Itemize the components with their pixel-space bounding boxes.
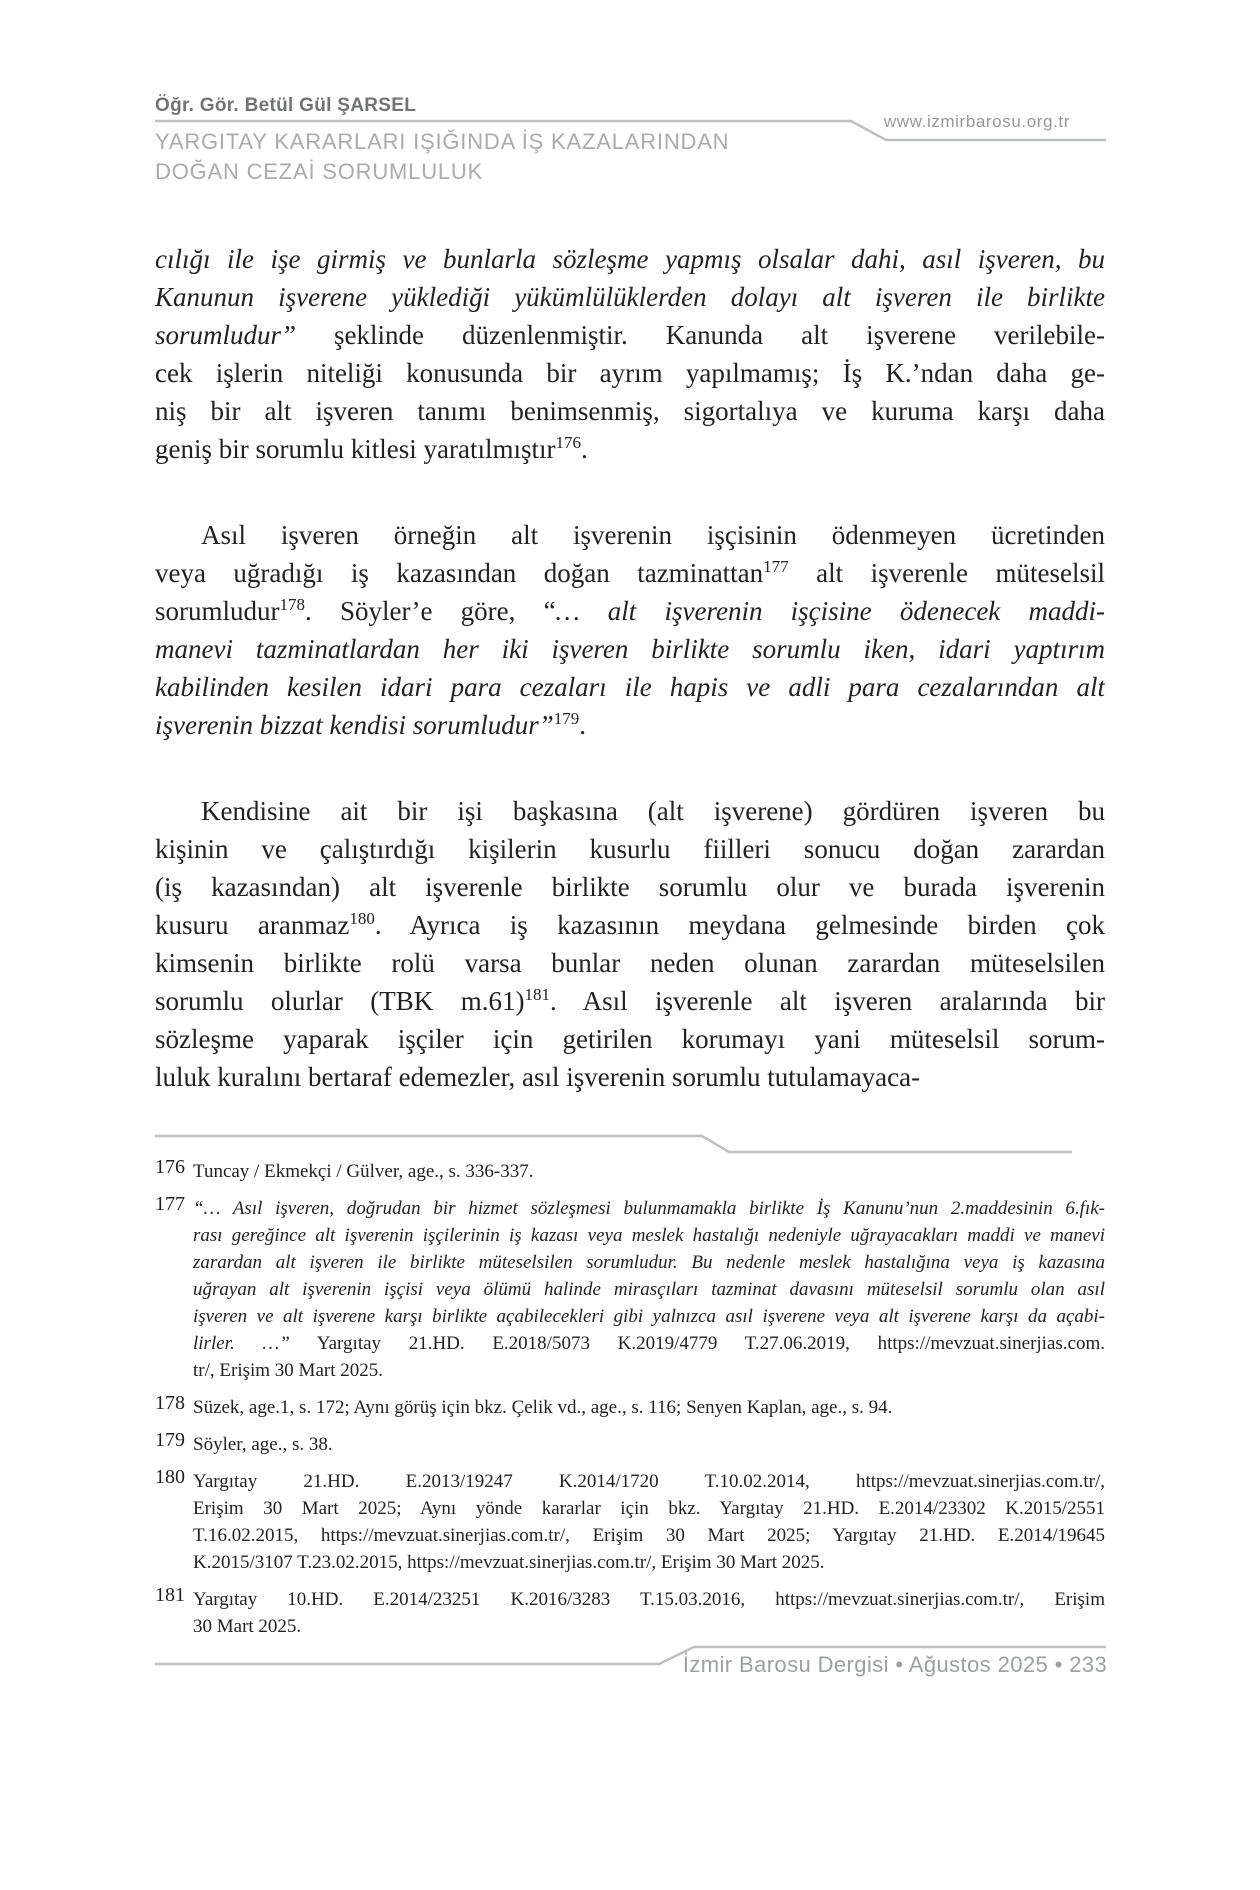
text-line: cılığı ile işe girmiş ve bunlarla sözleşme yapmış olsalar dahi, asıl işveren, bu [155, 244, 1105, 274]
website-url: www.izmirbarosu.org.tr [883, 112, 1070, 131]
text-line: uğrayan alt işverenin işçisi veya ölümü halinde mirasçıları tazminat davasını müteselsil sorumlu olan asıl [193, 1279, 1105, 1300]
footnote [155, 1586, 1105, 1640]
text-line: sorumlu olurlar (TBK m.61)$^{181}$. Asıl işverenle alt işveren aralarında bir [155, 985, 1105, 1016]
footnote-reference: 180 [349, 909, 375, 928]
text-line: cek işlerin niteliği konusunda bir ayrım yapılmamış; İş K.’ndan daha ge- [155, 358, 1105, 388]
footnote-text [193, 1468, 1105, 1576]
text-line: luluk kuralını bertaraf edemezler, asıl işverenin sorumlu tutulamayaca- [155, 1062, 921, 1092]
text-line: işveren ve alt işverene karşı birlikte açabilecekleri gibi yalnızca asıl işverene veya alt işverene karşı da açabi- [193, 1306, 1105, 1327]
text-line: Süzek, age.1, s. 172; Aynı görüş için bkz. Çelik vd., age., s. 116; Senyen Kaplan, age., s. 94. [193, 1397, 893, 1418]
footer-journal-info: İzmir Barosu Dergisi • Ağustos 2025 • 233 [682, 1652, 1108, 1677]
paragraph [155, 792, 1105, 1096]
text-line: sözleşme yaparak işçiler için getirilen korumayı yani müteselsil sorum- [155, 1024, 1105, 1054]
footnote-reference: 177 [763, 557, 789, 576]
text-line: 30 Mart 2025. [193, 1616, 302, 1637]
text-line: Asıl işveren örneğin alt işverenin işçisinin ödenmeyen ücretinden [201, 520, 1105, 550]
text-line: kabilinden kesilen idari para cezaları ile hapis ve adli para cezalarından alt [155, 672, 1105, 702]
text-line: niş bir alt işveren tanımı benimsenmiş, sigortalıya ve kuruma karşı daha [155, 396, 1105, 426]
footnote-number: 178 [155, 1392, 185, 1414]
footnote-text [193, 1158, 1105, 1185]
text-line: Tuncay / Ekmekçi / Gülver, age., s. 336-337. [193, 1161, 534, 1182]
text-line: sorumludur” şeklinde düzenlenmiştir. Kanunda alt işverene verilebile- [155, 320, 1105, 350]
text-line: kimsenin birlikte rolü varsa bunlar neden olunan zarardan müteselsilen [155, 948, 1105, 978]
footnote-number: 179 [155, 1429, 185, 1451]
footnote-reference: 178 [279, 595, 305, 614]
footnote [155, 1195, 1105, 1384]
text-line: Kendisine ait bir işi başkasına (alt işverene) gördüren işveren bu [201, 796, 1105, 826]
text-line: veya uğradığı iş kazasından doğan tazminattan$^{177}$ alt işverenle müteselsil [155, 557, 1105, 588]
text-line: zarardan alt işveren ile birlikte müteselsilen sorumludur. Bu nedenle meslek hastalığına veya iş kazasına [193, 1252, 1105, 1273]
footnote [155, 1394, 1105, 1421]
text-line: Erişim 30 Mart 2025; Aynı yönde kararlar için bkz. Yargıtay 21.HD. E.2014/23302 K.2015/2551 [193, 1498, 1105, 1519]
text-line: tr/, Erişim 30 Mart 2025. [193, 1360, 383, 1381]
paragraph [155, 516, 1105, 744]
footnote-number: 181 [155, 1584, 185, 1606]
text-line: Söyler, age., s. 38. [193, 1434, 333, 1455]
text-line: sorumludur$^{178}$. Söyler’e göre, “… alt işverenin işçisine ödenecek maddi- [155, 595, 1105, 626]
text-line: işverenin bizzat kendisi sorumludur”$^{179}$. [155, 709, 587, 740]
text-line: kusuru aranmaz$^{180}$. Ayrıca iş kazasının meydana gelmesinde birden çok [155, 909, 1105, 940]
footnote-reference: 181 [524, 985, 550, 1004]
text-line: manevi tazminatlardan her iki işveren birlikte sorumlu iken, idari yaptırım [155, 634, 1105, 664]
footnote-reference: 176 [555, 433, 581, 452]
body-text [155, 240, 1105, 1096]
text-line: rası gereğince alt işverenin işçilerinin iş kazası veya meslek hastalığı nedeniyle uğrayacakları maddi ve manevi [193, 1225, 1105, 1246]
footnote-reference: 179 [553, 709, 580, 728]
footnote-number: 177 [155, 1193, 185, 1215]
footnote-text [193, 1586, 1105, 1640]
article-title-line2: DOĞAN CEZAİ SORUMLULUK [155, 159, 484, 184]
text-line: “… Asıl işveren, doğrudan bir hizmet sözleşmesi bulunmamakla birlikte İş Kanunu’nun 2.maddesinin 6.fık- [193, 1198, 1105, 1219]
text-line: kişinin ve çalıştırdığı kişilerin kusurlu fiilleri sonucu doğan zarardan [155, 834, 1105, 864]
article-title-line1: YARGITAY KARARLARI IŞIĞINDA İŞ KAZALARINDAN [155, 129, 730, 154]
text-line: Kanunun işverene yüklediği yükümlülüklerden dolayı alt işveren ile birlikte [155, 282, 1105, 312]
footnote [155, 1431, 1105, 1458]
footnote-text [193, 1195, 1105, 1384]
text-line: K.2015/3107 T.23.02.2015, https://mevzuat.sinerjias.com.tr/, Erişim 30 Mart 2025. [193, 1552, 825, 1573]
footnote-number: 180 [155, 1466, 185, 1488]
footnote [155, 1468, 1105, 1576]
text-line: Yargıtay 21.HD. E.2013/19247 K.2014/1720 T.10.02.2014, https://mevzuat.sinerjias.com.tr/, [193, 1471, 1105, 1492]
footnote-separator-rule [155, 1136, 1072, 1152]
article-title [155, 127, 855, 187]
footnote-text [193, 1394, 1105, 1421]
author-name: Öğr. Gör. Betül Gül ŞARSEL [155, 95, 417, 116]
text-line: (iş kazasından) alt işverenle birlikte sorumlu olur ve burada işverenin [155, 872, 1105, 902]
paragraph [155, 240, 1105, 468]
text-line: lirler. …” Yargıtay 21.HD. E.2018/5073 K.2019/4779 T.27.06.2019, https://mevzuat.sinerjias.com. [193, 1333, 1105, 1354]
text-line: Yargıtay 10.HD. E.2014/23251 K.2016/3283 T.15.03.2016, https://mevzuat.sinerjias.com.tr/, Erişim [193, 1589, 1105, 1610]
text-line: T.16.02.2015, https://mevzuat.sinerjias.com.tr/, Erişim 30 Mart 2025; Yargıtay 21.HD. E.2014/19645 [193, 1525, 1105, 1546]
footnote-text [193, 1431, 1105, 1458]
text-line: geniş bir sorumlu kitlesi yaratılmıştır$^{176}$. [155, 433, 588, 464]
footnotes [155, 1158, 1105, 1640]
footnote-number: 176 [155, 1156, 185, 1178]
footnote [155, 1158, 1105, 1185]
